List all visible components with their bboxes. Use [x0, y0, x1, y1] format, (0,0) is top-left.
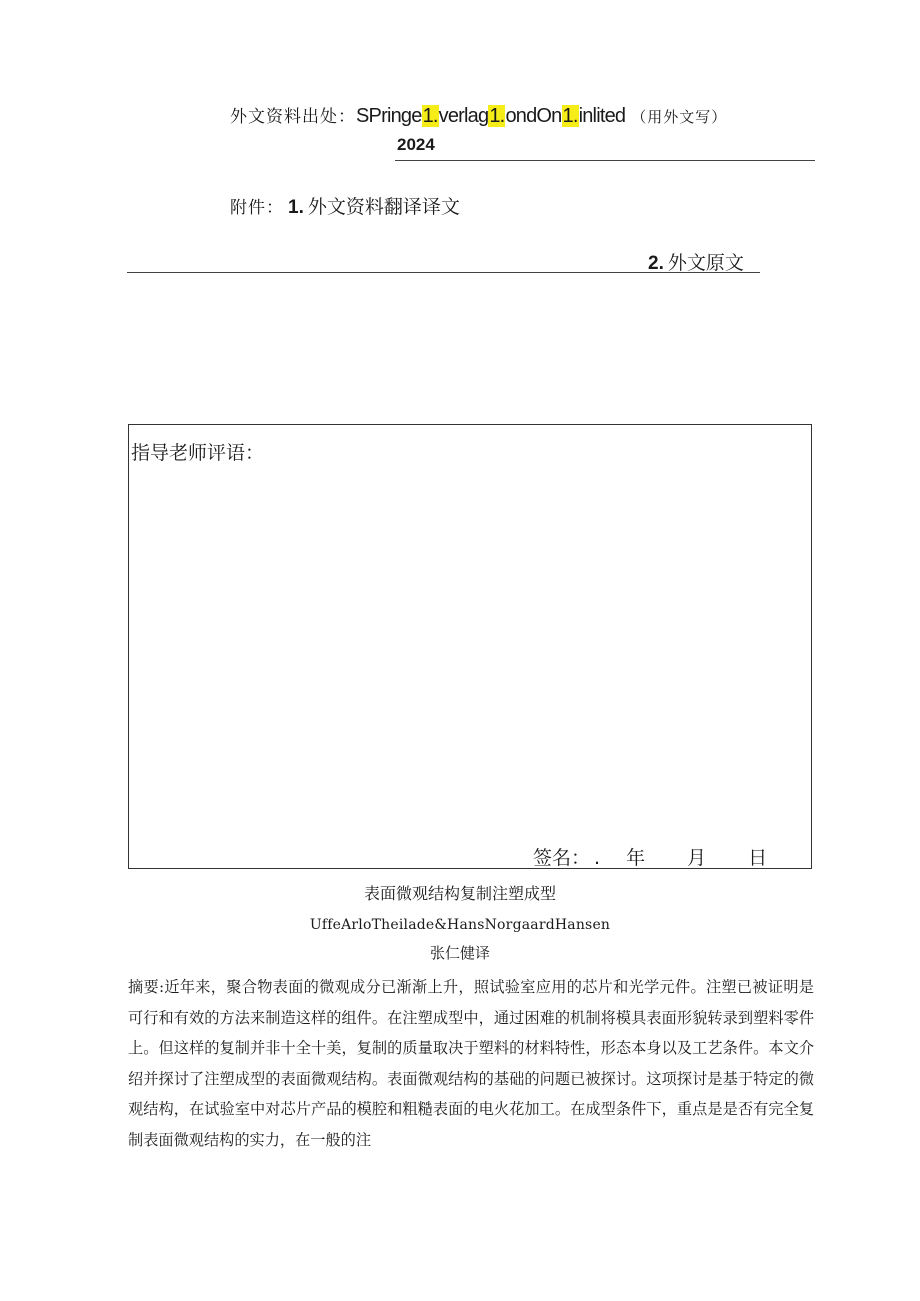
signature-label: 签名： — [533, 847, 591, 869]
comment-box — [128, 424, 812, 869]
source-part: verlag — [438, 105, 489, 127]
paper-title: 表面微观结构复制注塑成型 — [363, 884, 556, 903]
source-highlight: 1. — [562, 105, 578, 127]
comment-box-title: 指导老师评语： — [131, 442, 265, 464]
signature-row — [533, 843, 767, 870]
source-highlight: 1. — [422, 105, 438, 127]
attachment-label: 附件： — [230, 198, 284, 218]
source-part: ondOn — [505, 105, 562, 127]
paper-authors: UffeArloTheilade&HansNorgaardHansen — [309, 917, 611, 933]
source-part: SPringe — [356, 105, 422, 127]
source-note: （用外文写） — [631, 108, 728, 126]
attachment-number: 1. — [288, 197, 304, 218]
divider — [395, 160, 815, 161]
attachment-item-2 — [648, 248, 744, 275]
attachment-item-1 — [230, 192, 460, 219]
divider — [127, 272, 760, 273]
year-label: 年 — [626, 847, 646, 869]
attachment-number: 2. — [648, 253, 664, 274]
year: 2024 — [397, 135, 435, 154]
source-name — [356, 105, 625, 128]
signature-dot: . — [594, 847, 601, 869]
attachment-text: 外文原文 — [667, 252, 744, 274]
source-label: 外文资料出处： — [230, 107, 356, 127]
attachment-text: 外文资料翻译译文 — [307, 196, 460, 218]
paper-abstract: 摘要:近年来，聚合物表面的微观成分已渐渐上升，照试验室应用的芯片和光学元件。注塑已被证明是可行和有效的方法来制造这样的组件。在注塑成型中，通过困难的机制将模具表面形貌转录到塑料零件上。但这样的复制并非十全十美，复制的质量取决于塑料的材料特性，形态本身以及工艺条件。本文介绍并探讨了注塑成型的表面微观结构。表面微观结构的基础的问题已被探讨。这项探讨是基于特定的微观结构，在试验室中对芯片产品的模腔和粗糙表面的电火花加工。在成型条件下，重点是是否有完全复制表面微观结构的实力，在一般的注 — [128, 978, 814, 1149]
month-label: 月 — [687, 847, 707, 869]
day-label: 日 — [748, 847, 768, 869]
paper-translator: 张仁健译 — [429, 944, 490, 962]
source-part: inlited — [578, 105, 626, 127]
source-highlight: 1. — [489, 105, 505, 127]
source-line — [230, 102, 727, 128]
